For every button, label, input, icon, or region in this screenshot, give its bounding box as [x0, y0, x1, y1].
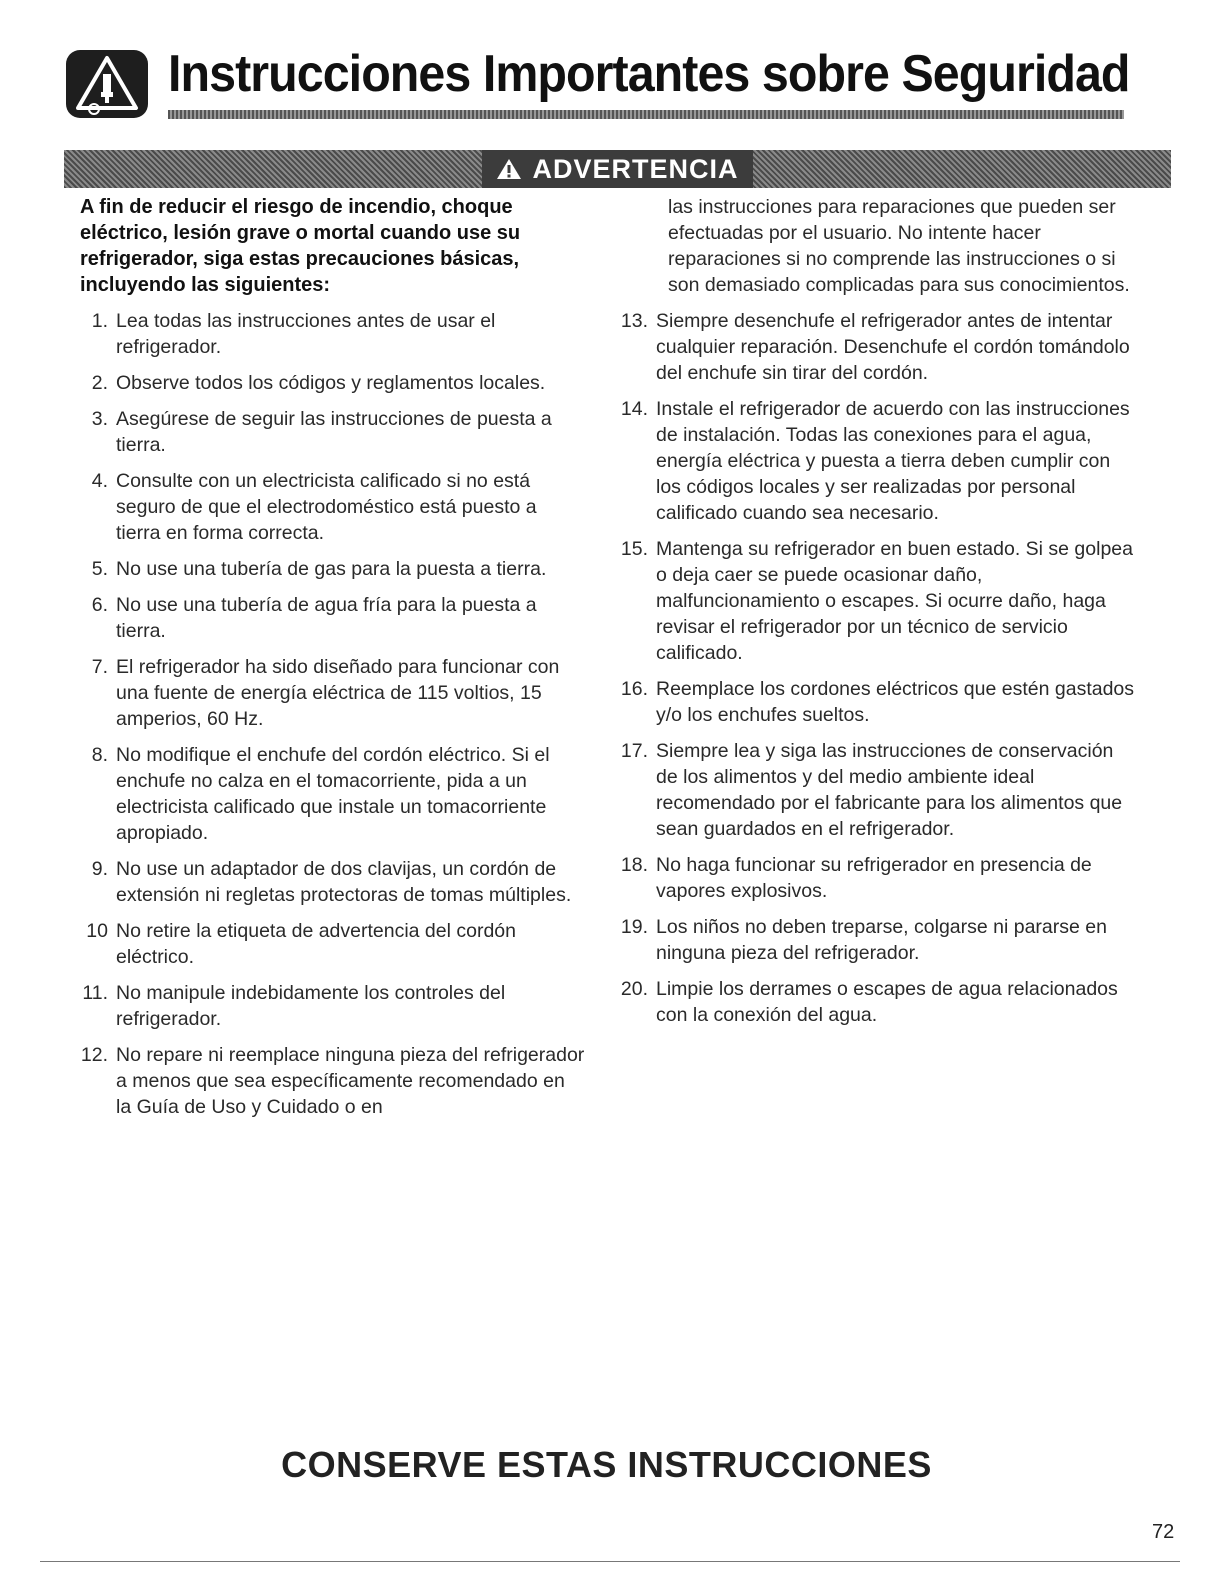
right-column — [620, 194, 1140, 1038]
intro-text: A fin de reducir el riesgo de incendio, choque eléctrico, lesión grave o mortal cuando use su refrigerador, siga estas precauciones básicas, incluyendo las siguientes: — [80, 196, 521, 296]
item-number: 10 — [86, 920, 108, 942]
list-item — [80, 980, 585, 1032]
list-item — [620, 396, 1140, 526]
list-item — [80, 556, 585, 582]
list-item — [80, 308, 585, 360]
item-text: Los niños no deben treparse, colgarse ni pararse en ninguna pieza del refrigerador. — [656, 916, 1107, 964]
item-number: 12. — [80, 1044, 108, 1066]
list-item — [620, 676, 1140, 728]
item-text: Limpie los derrames o escapes de agua relacionados con la conexión del agua. — [656, 978, 1118, 1026]
item-text: Consulte con un electricista calificado si no está seguro de que el electrodoméstico está puesto a tierra en forma correcta. — [116, 470, 537, 544]
page-number: 72 — [1152, 1521, 1175, 1543]
item-text: Siempre lea y siga las instrucciones de conservación de los alimentos y del medio ambiente ideal recomendado por el fabricante para los alimentos que sean guardados en el refrigerador. — [656, 740, 1123, 840]
warning-triangle-icon — [496, 158, 522, 180]
item-number: 19. — [620, 916, 648, 938]
item-text: No haga funcionar su refrigerador en presencia de vapores explosivos. — [656, 854, 1092, 902]
item-number: 7. — [91, 656, 108, 678]
item-number: 9. — [91, 858, 108, 880]
item-number: 16. — [620, 678, 648, 700]
warning-plug-icon — [64, 48, 150, 120]
item-text: Instale el refrigerador de acuerdo con las instrucciones de instalación. Todas las conexiones para el agua, energía eléctrica y puesta a tierra deben cumplir con los códigos locales y ser realizadas por personal calificado cuando sea necesario. — [656, 398, 1130, 524]
item-number: 1. — [91, 310, 108, 332]
item-number: 14. — [620, 398, 648, 420]
item-text: El refrigerador ha sido diseñado para funcionar con una fuente de energía eléctrica de 115 voltios, 15 amperios, 60 Hz. — [116, 656, 560, 730]
list-item — [80, 742, 585, 846]
footer-heading: CONSERVE ESTAS INSTRUCCIONES — [281, 1444, 932, 1485]
item-text: No use un adaptador de dos clavijas, un cordón de extensión ni regletas protectoras de tomas múltiples. — [116, 858, 572, 906]
page-header — [64, 38, 1130, 120]
item-number: 4. — [91, 470, 108, 492]
item-text: No modifique el enchufe del cordón eléctrico. Si el enchufe no calza en el tomacorriente, pida a un electricista calificado que instale un tomacorriente apropiado. — [116, 744, 550, 844]
left-instruction-list — [80, 308, 585, 1120]
item-text: No use una tubería de agua fría para la puesta a tierra. — [116, 594, 537, 642]
list-item — [80, 1042, 585, 1120]
item-number: 17. — [620, 740, 648, 762]
item-text: Lea todas las instrucciones antes de usar el refrigerador. — [116, 310, 496, 358]
list-item — [80, 370, 585, 396]
list-item — [620, 914, 1140, 966]
list-item — [80, 918, 585, 970]
item-number: 13. — [620, 310, 648, 332]
item-text: Observe todos los códigos y reglamentos locales. — [116, 372, 546, 394]
item-number: 8. — [91, 744, 108, 766]
bottom-divider — [40, 1561, 1180, 1562]
item-number: 2. — [91, 372, 108, 394]
item-text: No repare ni reemplace ninguna pieza del refrigerador a menos que sea específicamente recomendado en la Guía de Uso y Cuidado o en — [116, 1044, 585, 1118]
list-item — [620, 852, 1140, 904]
list-item — [80, 592, 585, 644]
list-item — [80, 406, 585, 458]
right-instruction-list — [620, 308, 1140, 1028]
list-item — [620, 308, 1140, 386]
item-text: No use una tubería de gas para la puesta a tierra. — [116, 558, 547, 580]
list-item — [620, 738, 1140, 842]
item-number: 5. — [91, 558, 108, 580]
list-item — [80, 856, 585, 908]
item-text: Siempre desenchufe el refrigerador antes de intentar cualquier reparación. Desenchufe el cordón tomándolo del enchufe sin tirar del cordón. — [656, 310, 1130, 384]
item-number: 15. — [620, 538, 648, 560]
warning-label: ADVERTENCIA — [532, 153, 739, 184]
item-number: 20. — [620, 978, 648, 1000]
page-title: Instrucciones Importantes sobre Seguridad — [168, 45, 1130, 103]
item-12-continuation: las instrucciones para reparaciones que pueden ser efectuadas por el usuario. No intente hacer reparaciones si no comprende las instrucciones o si son demasiado complicadas para sus conocimientos. — [668, 196, 1130, 296]
item-text: No manipule indebidamente los controles del refrigerador. — [116, 982, 506, 1030]
list-item — [80, 654, 585, 732]
item-text: No retire la etiqueta de advertencia del cordón eléctrico. — [116, 920, 516, 968]
list-item — [620, 976, 1140, 1028]
item-text: Mantenga su refrigerador en buen estado. Si se golpea o deja caer se puede ocasionar daño, malfuncionamiento o escapes. Si ocurre daño, haga revisar el refrigerador por un técnico de servicio calificado. — [656, 538, 1133, 664]
list-item — [620, 536, 1140, 666]
item-text: Asegúrese de seguir las instrucciones de puesta a tierra. — [116, 408, 552, 456]
title-underline — [168, 110, 1124, 119]
item-number: 3. — [91, 408, 108, 430]
item-text: Reemplace los cordones eléctricos que estén gastados y/o los enchufes sueltos. — [656, 678, 1135, 726]
item-number: 18. — [620, 854, 648, 876]
item-number: 11. — [82, 982, 108, 1004]
left-column — [80, 194, 585, 1130]
list-item — [80, 468, 585, 546]
item-number: 6. — [91, 594, 108, 616]
warning-banner — [64, 150, 1171, 188]
